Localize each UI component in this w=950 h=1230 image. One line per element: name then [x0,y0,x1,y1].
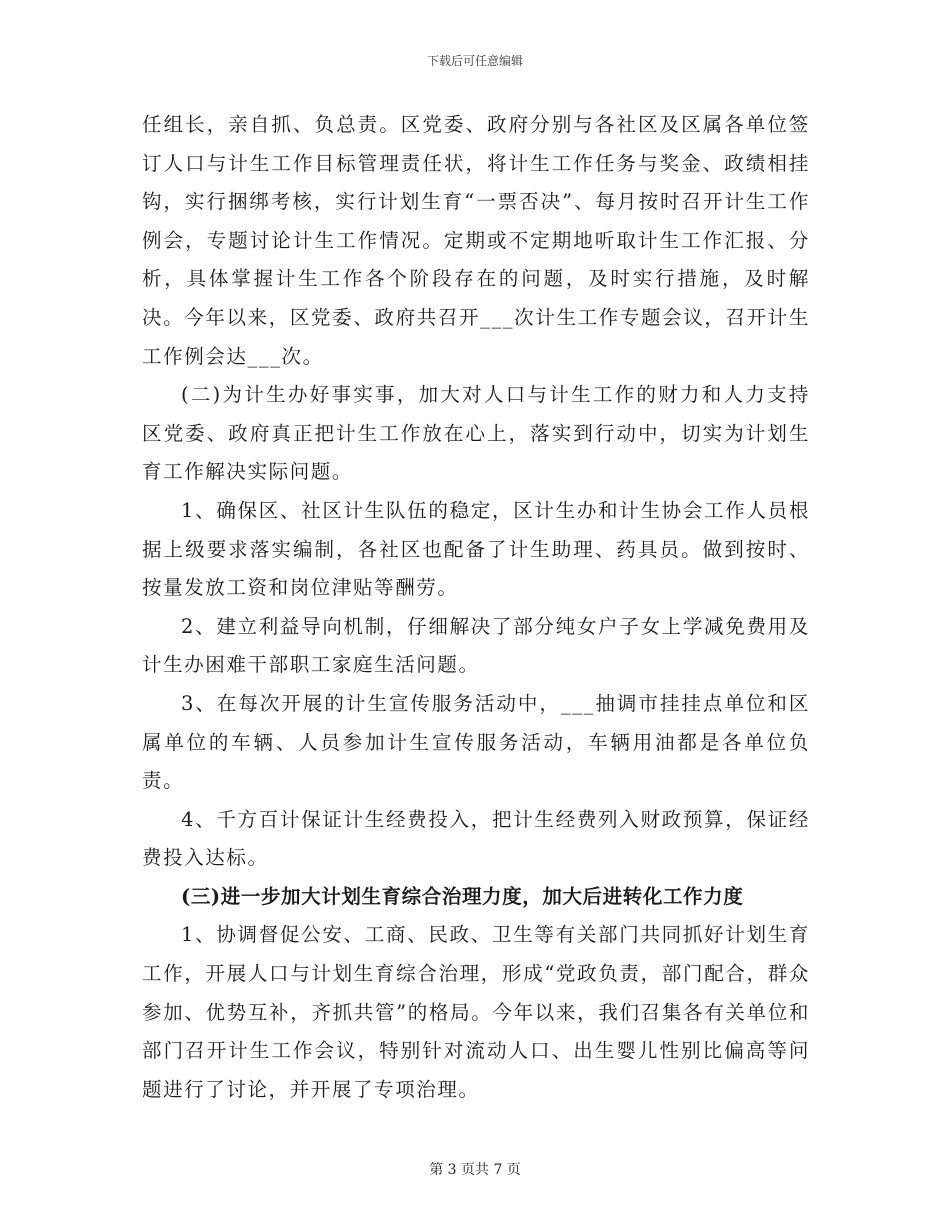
paragraph-section-two: (二)为计生办好事实事，加大对人口与计生工作的财力和人力支持区党委、政府真正把计生工作放在心上，落实到行动中，切实为计划生育工作解决实际问题。 [142,383,810,484]
paragraph-item-4: 4、千方百计保证计生经费投入，把计生经费列入财政预算，保证经费投入达标。 [142,807,810,870]
paragraph-item-3: 3、在每次开展的计生宣传服务活动中，___抽调市挂挂点单位和区属单位的车辆、人员参加计生宣传服务活动，车辆用油都是各单位负责。 [142,691,810,793]
page-number: 第 3 页共 7 页 [429,1162,521,1178]
paragraph-section-three-item-1: 1、协调督促公安、工商、民政、卫生等有关部门共同抓好计划生育工作，开展人口与计划生育综合治理，形成“党政负责，部门配合，群众参加、优势互补，齐抓共管”的格局。今年以来，我们召集各有关单位和部门召开计生工作会议，特别针对流动人口、出生婴儿性别比偏高等问题进行了讨论，并开展了专项治理。 [142,923,810,1101]
document-body [142,106,810,1109]
paragraph-item-2: 2、建立利益导向机制，仔细解决了部分纯女户子女上学减免费用及计生办困难干部职工家庭生活问题。 [142,614,810,677]
paragraph-item-1: 1、确保区、社区计生队伍的稳定，区计生办和计生协会工作人员根据上级要求落实编制，各社区也配备了计生助理、药具员。做到按时、按量发放工资和岗位津贴等酬劳。 [142,498,810,600]
section-three-heading: (三)进一步加大计划生育综合治理力度，加大后进转化工作力度 [181,884,744,908]
paragraph-continuation: 任组长，亲自抓、负总责。区党委、政府分别与各社区及区属各单位签订人口与计生工作目标管理责任状，将计生工作任务与奖金、政绩相挂钩，实行捆绑考核，实行计划生育“一票否决”、每月按时召开计生工作例会，专题讨论计生工作情况。定期或不定期地听取计生工作汇报、分析，具体掌握计生工作各个阶段存在的问题，及时实行措施，及时解决。今年以来，区党委、政府共召开___次计生工作专题会议，召开计生工作例会达___次。 [142,113,810,368]
page-header: 下载后可任意编辑 [426,54,523,68]
